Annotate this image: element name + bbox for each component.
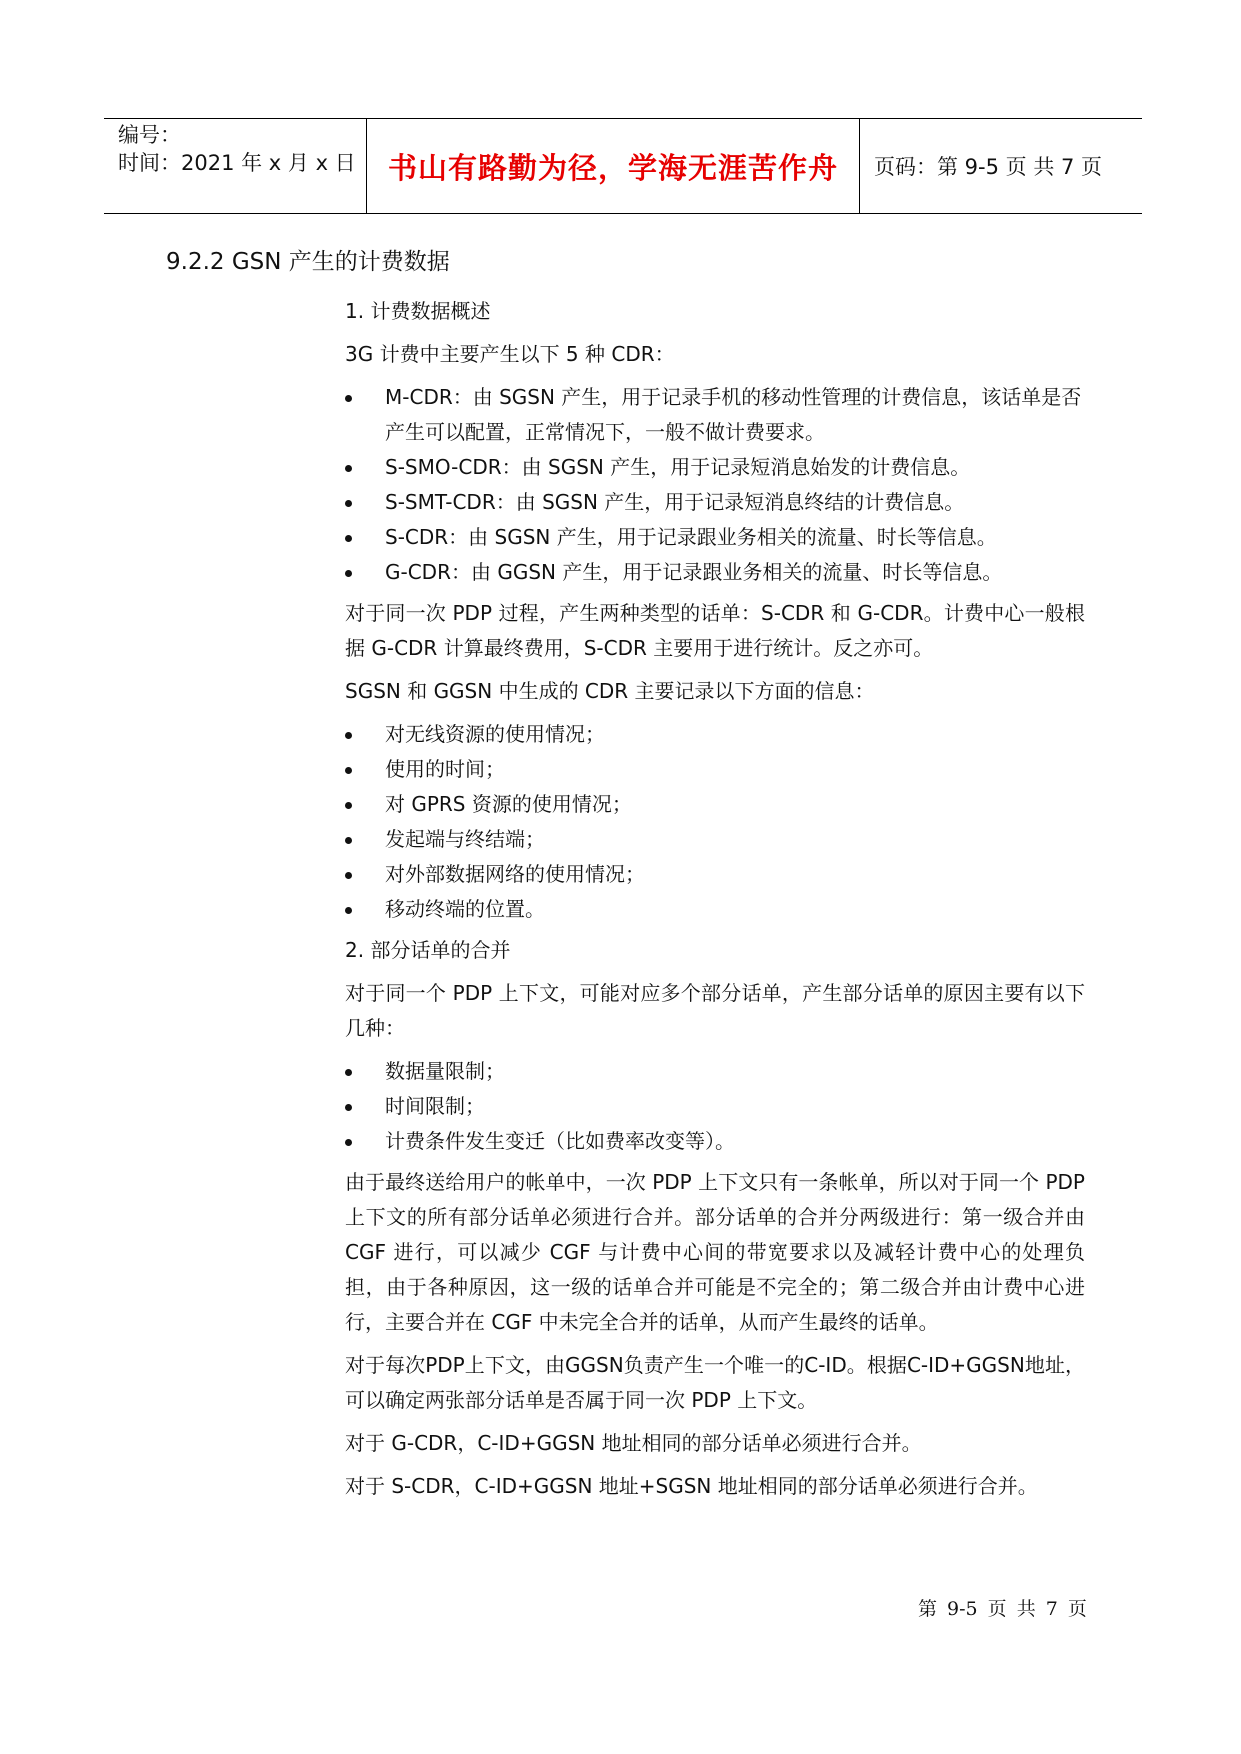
list-item: S-SMO-CDR：由 SGSN 产生，用于记录短消息始发的计费信息。 [345,450,1085,485]
merge-paragraph-1: 由于最终送给用户的帐单中，一次 PDP 上下文只有一条帐单，所以对于同一个 PDP 上下文的所有部分话单必须进行合并。部分话单的合并分两级进行：第一级合并由 CGF 进行，可以减少 CGF 与计费中心间的带宽要求以及减轻计费中心的处理负担，由于各种原因，这一级的话单合并可能是不完全的；第二级合并由计费中心进行，主要合并在 CGF 中未完全合并的话单，从而产生最终的话单。 [345,1170,1085,1334]
overview-heading: 1. 计费数据概述 [345,299,491,323]
time-label: 时间：2021 年 x 月 x 日 [118,151,356,175]
section-title: 9.2.2 GSN 产生的计费数据 [166,249,450,275]
main-content [345,294,1085,1512]
list-item: 移动终端的位置。 [345,892,1085,927]
reason-list [345,1054,1085,1159]
list-item: S-SMT-CDR：由 SGSN 产生，用于记录短消息终结的计费信息。 [345,485,1085,520]
merge-paragraph-3: 对于 G-CDR，C-ID+GGSN 地址相同的部分话单必须进行合并。 [345,1431,922,1455]
header-page-cell [860,119,1142,213]
list-item: 使用的时间； [345,752,1085,787]
merge-paragraph-2: 对于每次PDP上下文，由GGSN负责产生一个唯一的C-ID。根据C-ID+GGSN地址，可以确定两张部分话单是否属于同一次 PDP 上下文。 [345,1353,1085,1412]
list-item: G-CDR：由 GGSN 产生，用于记录跟业务相关的流量、时长等信息。 [345,555,1085,590]
header-motto-cell [367,119,860,213]
motto-text: 书山有路勤为径，学海无涯苦作舟 [387,150,838,185]
list-item: 时间限制； [345,1089,1085,1124]
cdr-list [345,380,1085,590]
overview-intro: 3G 计费中主要产生以下 5 种 CDR： [345,342,675,366]
pdp-paragraph: 对于同一次 PDP 过程，产生两种类型的话单：S-CDR 和 G-CDR。计费中心一般根据 G-CDR 计算最终费用，S-CDR 主要用于进行统计。反之亦可。 [345,601,1085,660]
list-item: 对无线资源的使用情况； [345,717,1085,752]
list-item: 计费条件发生变迁（比如费率改变等）。 [345,1124,1085,1159]
header-left-cell [104,119,367,213]
list-item: 对外部数据网络的使用情况； [345,857,1085,892]
page-info: 页码：第 9-5 页 共 7 页 [874,155,1103,179]
list-item: M-CDR：由 SGSN 产生，用于记录手机的移动性管理的计费信息，该话单是否产生可以配置，正常情况下，一般不做计费要求。 [345,380,1085,450]
list-item: 数据量限制； [345,1054,1085,1089]
list-item: S-CDR：由 SGSN 产生，用于记录跟业务相关的流量、时长等信息。 [345,520,1085,555]
record-intro: SGSN 和 GGSN 中生成的 CDR 主要记录以下方面的信息： [345,679,875,703]
merge-heading: 2. 部分话单的合并 [345,938,511,962]
list-item: 对 GPRS 资源的使用情况； [345,787,1085,822]
merge-intro: 对于同一个 PDP 上下文，可能对应多个部分话单，产生部分话单的原因主要有以下几种： [345,981,1085,1040]
number-label: 编号： [118,123,181,147]
header-table [104,118,1142,214]
list-item: 发起端与终结端； [345,822,1085,857]
record-list [345,717,1085,927]
merge-paragraph-4: 对于 S-CDR，C-ID+GGSN 地址+SGSN 地址相同的部分话单必须进行合并。 [345,1474,1038,1498]
page-footer: 第 9-5 页 共 7 页 [918,1598,1087,1620]
